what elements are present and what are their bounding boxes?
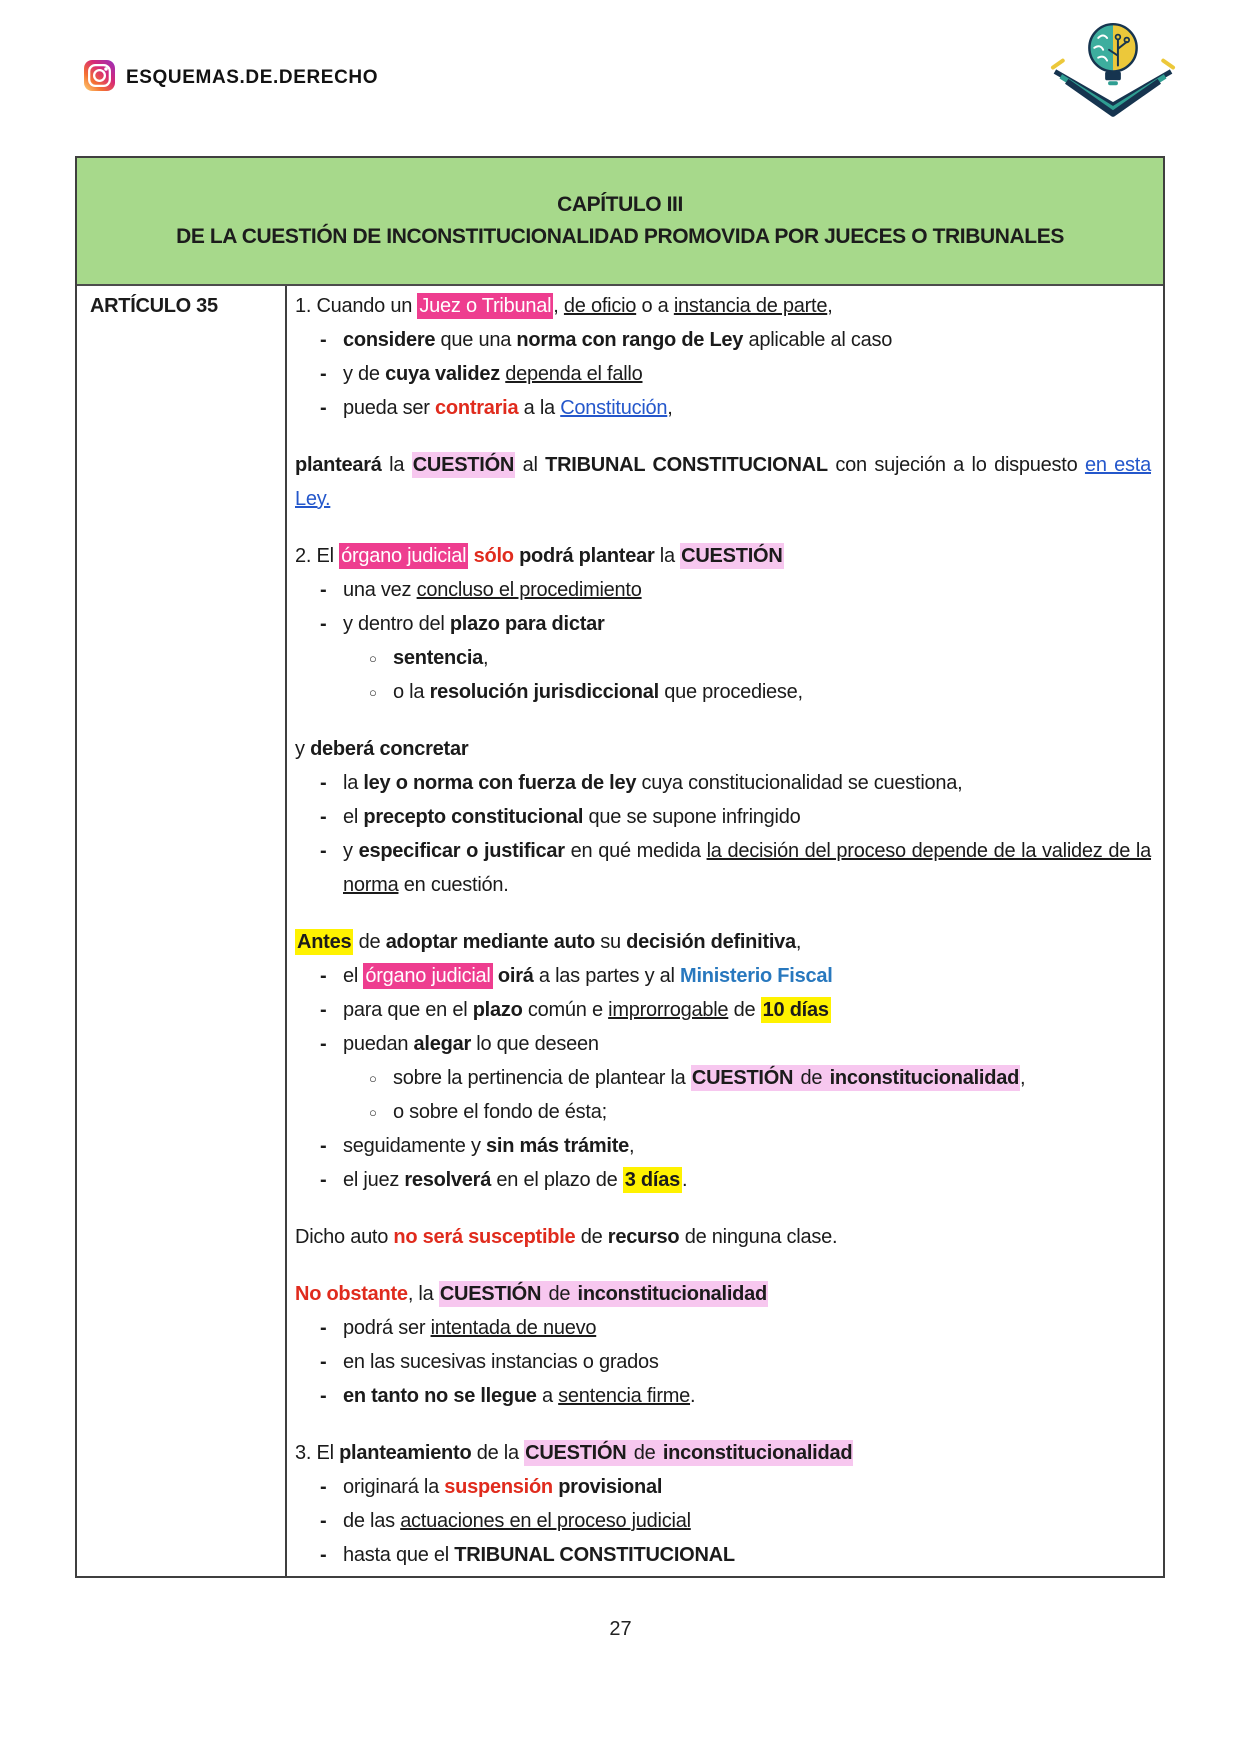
list-item: [295, 1345, 1151, 1379]
text-run: que se supone infringido: [583, 806, 801, 828]
text-run: o la: [393, 681, 430, 703]
hyperlink[interactable]: Constitución: [560, 397, 668, 419]
text-run: podrá ser: [343, 1317, 431, 1339]
text-run: precepto constitucional: [363, 806, 584, 828]
sub-list-item: [295, 675, 1151, 709]
text-run: de: [795, 1067, 828, 1089]
text-run: dependa el fallo: [505, 363, 643, 385]
text-run: ,: [483, 647, 489, 669]
text-run: resolverá: [404, 1169, 492, 1191]
paragraph: [295, 925, 1151, 959]
text-run: ,: [667, 397, 673, 419]
list-item: [295, 1129, 1151, 1163]
text-run: 3. El: [295, 1442, 340, 1464]
list-item: [295, 800, 1151, 834]
text-run: actuaciones en el proceso judicial: [400, 1510, 691, 1532]
brand-name: ESQUEMAS.DE.DERECHO: [126, 67, 379, 88]
paragraph: [295, 448, 1151, 516]
text-run: y: [343, 840, 359, 862]
sub-list-item: [295, 1095, 1151, 1129]
spacer: [295, 1197, 1151, 1220]
text-run: en las sucesivas instancias o grados: [343, 1351, 659, 1373]
text-run: CUESTIÓN: [412, 454, 515, 476]
sub-list-item: [295, 641, 1151, 675]
text-run: aplicable al caso: [743, 329, 893, 351]
text-run: seguidamente y: [343, 1135, 487, 1157]
text-run: sobre la pertinencia de plantear la: [393, 1067, 691, 1089]
text-run: Ministerio Fiscal: [680, 965, 833, 987]
text-run: suspensión: [444, 1476, 553, 1498]
text-run: hasta que el: [343, 1544, 455, 1566]
text-run: norma con rango de Ley: [516, 329, 744, 351]
text-run: , la: [407, 1283, 439, 1305]
text-run: TRIBUNAL CONSTITUCIONAL: [454, 1544, 735, 1566]
text-run: con sujeción a lo dispuesto: [827, 454, 1085, 476]
text-run: decisión definitiva: [626, 931, 796, 953]
text-run: a la: [518, 397, 561, 419]
text-run: 10 días: [762, 999, 829, 1021]
text-run: TRIBUNAL CONSTITUCIONAL: [545, 454, 828, 476]
list-item: [295, 834, 1151, 902]
text-run: ,: [1020, 1067, 1026, 1089]
text-run: de: [728, 999, 761, 1021]
text-run: de ninguna clase.: [679, 1226, 838, 1248]
spacer: [295, 1254, 1151, 1277]
text-run: sin más trámite: [486, 1135, 629, 1157]
text-run: alegar: [413, 1033, 471, 1055]
text-run: deberá concretar: [310, 738, 469, 760]
text-run: 2. El: [295, 545, 340, 567]
text-run: para que en el: [343, 999, 473, 1021]
text-run: cuya validez: [385, 363, 500, 385]
text-run: a: [536, 1385, 559, 1407]
text-run: .: [681, 1169, 688, 1191]
list-item: [295, 1163, 1151, 1197]
hyperlink[interactable]: en esta Ley.: [295, 454, 1151, 510]
list-item: [295, 959, 1151, 993]
spacer: [295, 516, 1151, 539]
chapter-subtitle: DE LA CUESTIÓN DE INCONSTITUCIONALIDAD PROMOVIDA POR JUECES O TRIBUNALES: [176, 225, 1064, 248]
text-run: o a: [636, 295, 674, 317]
text-run: su: [594, 931, 627, 953]
paragraph: [295, 289, 1151, 323]
text-run: 3 días: [624, 1169, 680, 1191]
paragraph: [295, 1277, 1151, 1311]
list-item: [295, 573, 1151, 607]
text-run: sentencia: [393, 647, 484, 669]
paragraph: [295, 732, 1151, 766]
text-run: órgano judicial: [341, 545, 467, 567]
list-item: [295, 1311, 1151, 1345]
text-run: la: [343, 772, 364, 794]
list-item: [295, 1538, 1151, 1572]
text-run: CUESTIÓN: [681, 545, 783, 567]
text-run: concluso el procedimiento: [416, 579, 642, 601]
text-run: plazo: [472, 999, 523, 1021]
text-run: o sobre el fondo de ésta;: [393, 1101, 607, 1123]
text-run: común e: [522, 999, 609, 1021]
text-run: el: [343, 965, 364, 987]
text-run: sentencia firme: [558, 1385, 691, 1407]
text-run: oirá: [497, 965, 534, 987]
brand: [84, 60, 378, 96]
text-run: de: [575, 1226, 608, 1248]
text-run: y de: [343, 363, 386, 385]
text-run: Antes: [297, 931, 352, 953]
text-run: no será susceptible: [393, 1226, 576, 1248]
list-item: [295, 766, 1151, 800]
article-label: ARTÍCULO 35: [90, 295, 218, 317]
list-item: [295, 607, 1151, 641]
text-run: originará la: [343, 1476, 445, 1498]
text-run: que una: [435, 329, 517, 351]
text-run: inconstitucionalidad: [662, 1442, 853, 1464]
text-run: ,: [553, 295, 564, 317]
list-item: [295, 1470, 1151, 1504]
text-run: 1. Cuando un: [295, 295, 418, 317]
text-run: y: [295, 738, 311, 760]
text-run: órgano judicial: [365, 965, 491, 987]
text-run: CUESTIÓN: [525, 1442, 627, 1464]
text-run: planteamiento: [339, 1442, 472, 1464]
sub-list-item: [295, 1061, 1151, 1095]
page-number: 27: [609, 1618, 632, 1640]
text-run: la decisión del proceso depende de la validez de la norma: [343, 840, 1151, 896]
chapter-header: [77, 158, 1163, 286]
text-run: CUESTIÓN: [691, 1067, 794, 1089]
text-run: de las: [343, 1510, 401, 1532]
text-run: resolución jurisdiccional: [429, 681, 659, 703]
text-run: intentada de nuevo: [430, 1317, 597, 1339]
text-run: en el plazo de: [491, 1169, 623, 1191]
text-run: Dicho auto: [295, 1226, 394, 1248]
list-item: [295, 993, 1151, 1027]
chapter-title: CAPÍTULO III: [557, 193, 683, 216]
text-run: podrá plantear: [519, 545, 655, 567]
text-run: ,: [827, 295, 833, 317]
text-run: en cuestión.: [398, 874, 509, 896]
list-item: [295, 323, 1151, 357]
brain-bulb-book-logo-icon: [1049, 16, 1177, 120]
text-run: y dentro del: [343, 613, 450, 635]
text-run: planteará: [295, 454, 382, 476]
text-run: de: [353, 931, 386, 953]
list-item: [295, 1504, 1151, 1538]
spacer: [295, 1413, 1151, 1436]
article-row: [77, 286, 1163, 1576]
text-run: que procediese,: [658, 681, 803, 703]
list-item: [295, 391, 1151, 425]
text-run: ,: [795, 931, 802, 953]
text-run: instancia de parte: [673, 295, 828, 317]
paragraph: [295, 1436, 1151, 1470]
article-content-cell: [287, 286, 1163, 1576]
list-item: [295, 1027, 1151, 1061]
text-run: puedan: [343, 1033, 414, 1055]
text-run: CUESTIÓN: [439, 1283, 542, 1305]
text-run: en qué medida: [564, 840, 707, 862]
text-run: Juez o Tribunal: [419, 295, 552, 317]
text-run: el juez: [343, 1169, 405, 1191]
text-run: en tanto no se llegue: [343, 1385, 537, 1407]
text-run: plazo para dictar: [449, 613, 605, 635]
text-run: inconstitucionalidad: [829, 1067, 1020, 1089]
list-item: [295, 1379, 1151, 1413]
text-run: contraria: [435, 397, 519, 419]
text-run: de oficio: [563, 295, 637, 317]
text-run: .: [690, 1385, 696, 1407]
article-label-cell: [77, 286, 287, 1576]
text-run: inconstitucionalidad: [577, 1283, 767, 1305]
text-run: considere: [343, 329, 436, 351]
text-run: de la: [471, 1442, 525, 1464]
text-run: sólo: [473, 545, 514, 567]
text-run: de: [543, 1283, 576, 1305]
text-run: ,: [629, 1135, 635, 1157]
paragraph: [295, 1220, 1151, 1254]
instagram-icon: [84, 60, 115, 96]
topbar: [0, 0, 1241, 140]
text-run: pueda ser: [343, 397, 436, 419]
list-item: [295, 357, 1151, 391]
text-run: la: [654, 545, 681, 567]
text-run: al: [515, 454, 546, 476]
text-run: especificar o justificar: [358, 840, 565, 862]
text-run: adoptar mediante auto: [385, 931, 595, 953]
text-run: improrrogable: [608, 999, 729, 1021]
text-run: No obstante: [295, 1283, 408, 1305]
document-table: [75, 156, 1165, 1578]
spacer: [295, 709, 1151, 732]
text-run: una vez: [343, 579, 417, 601]
text-run: la: [381, 454, 412, 476]
text-run: el: [343, 806, 364, 828]
text-run: cuya constitucionalidad se cuestiona,: [636, 772, 963, 794]
text-run: provisional: [558, 1476, 663, 1498]
text-run: de: [628, 1442, 661, 1464]
spacer: [295, 902, 1151, 925]
text-run: a las partes y al: [533, 965, 681, 987]
paragraph: [295, 539, 1151, 573]
spacer: [295, 425, 1151, 448]
text-run: ley o norma con fuerza de ley: [363, 772, 637, 794]
text-run: recurso: [607, 1226, 680, 1248]
text-run: lo que deseen: [470, 1033, 599, 1055]
